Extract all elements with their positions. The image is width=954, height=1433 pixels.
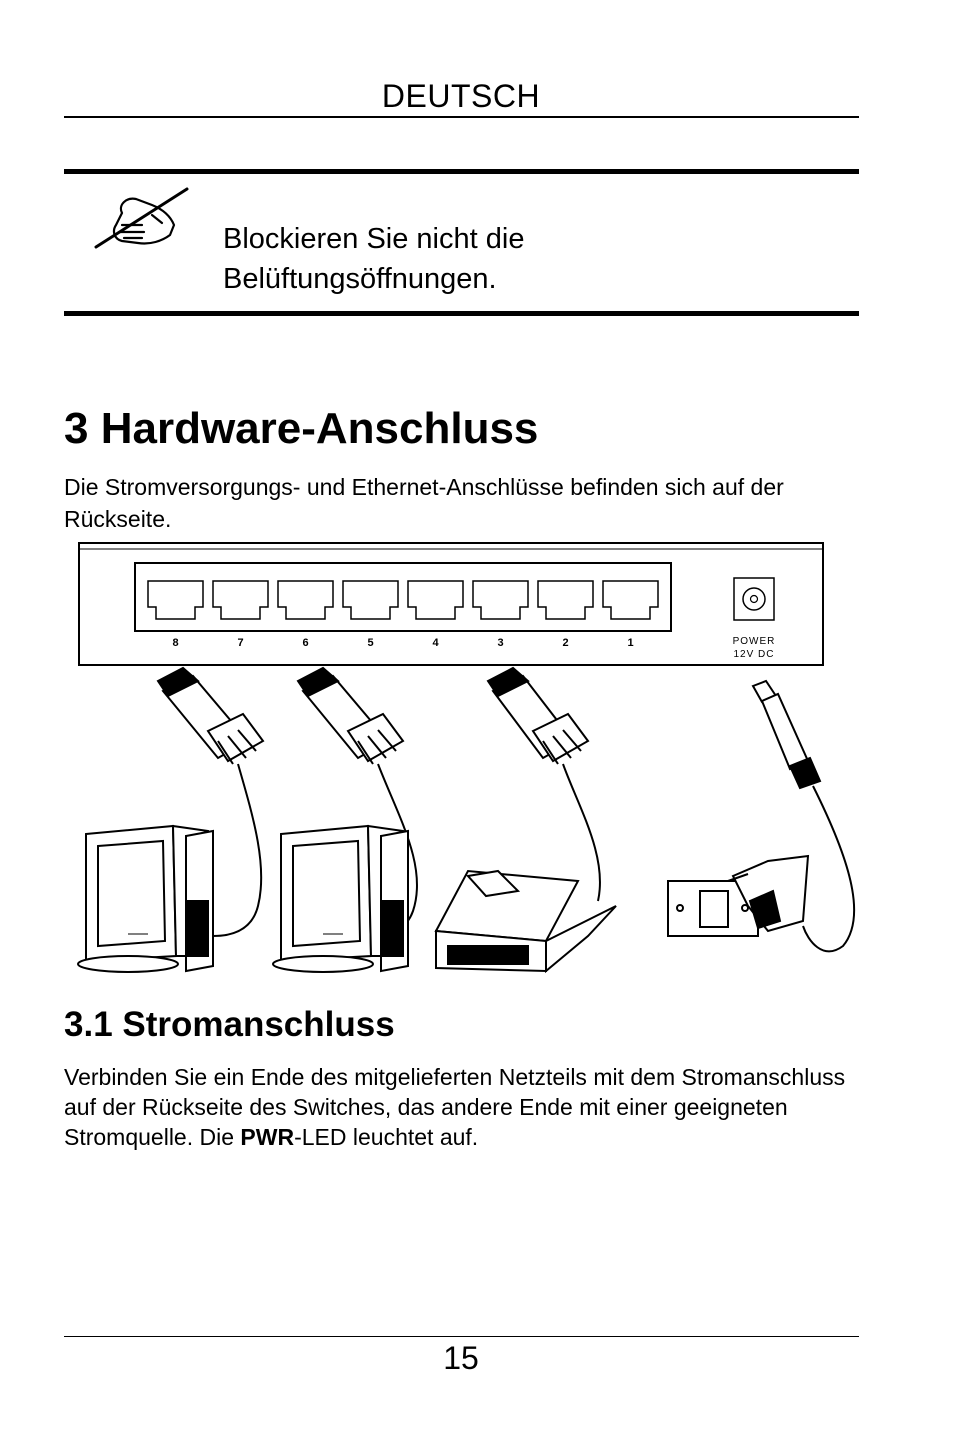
body-text-end: -LED leuchtet auf. bbox=[294, 1124, 479, 1150]
section-intro: Die Stromversorgungs- und Ethernet-Anschlüsse befinden sich auf der Rückseite. bbox=[64, 474, 784, 532]
port-number-label: 5 bbox=[367, 637, 374, 649]
port-number-label: 6 bbox=[302, 637, 309, 649]
footer-rule bbox=[64, 1336, 859, 1337]
ethernet-port bbox=[473, 581, 528, 619]
port-number-label: 8 bbox=[172, 637, 179, 649]
section-title: 3 Hardware-Anschluss bbox=[64, 404, 539, 453]
page-number: 15 bbox=[443, 1340, 479, 1376]
ethernet-port bbox=[538, 581, 593, 619]
note-text bbox=[223, 219, 823, 299]
ethernet-port bbox=[148, 581, 203, 619]
ethernet-port bbox=[343, 581, 398, 619]
note-bottom-rule bbox=[64, 311, 859, 316]
rj45-plug-1 bbox=[158, 668, 263, 764]
note-line-2: Belüftungsöffnungen. bbox=[223, 263, 497, 295]
body-text-start: Verbinden Sie ein Ende des mitgelieferten Netzteils mit dem Stromanschluss auf der Rückseite des Switches, das andere Ende mit einer geeigneten Stromquelle. Die bbox=[64, 1064, 846, 1150]
ethernet-port bbox=[408, 581, 463, 619]
header-rule bbox=[64, 116, 859, 118]
computer-1 bbox=[78, 826, 213, 972]
port-number-label: 2 bbox=[562, 637, 569, 649]
pwr-label: PWR bbox=[240, 1124, 295, 1150]
subsection-title: 3.1 Stromanschluss bbox=[64, 1005, 395, 1044]
ethernet-port bbox=[213, 581, 268, 619]
port-number-label: 3 bbox=[497, 637, 504, 649]
port-number-label: 7 bbox=[237, 637, 244, 649]
ethernet-port bbox=[603, 581, 658, 619]
power-label-1: POWER bbox=[732, 636, 776, 647]
rj45-plug-3 bbox=[488, 668, 588, 764]
printer bbox=[436, 871, 616, 971]
note-top-rule bbox=[64, 169, 859, 174]
power-label-2: 12V DC bbox=[733, 649, 775, 660]
hardware-connection-diagram bbox=[68, 536, 858, 976]
switch-rear-panel bbox=[79, 543, 823, 665]
port-number-label: 1 bbox=[627, 637, 634, 649]
header-language: DEUTSCH bbox=[381, 78, 541, 114]
pen-hand-icon bbox=[92, 185, 192, 255]
computer-2 bbox=[273, 826, 408, 972]
ethernet-port bbox=[278, 581, 333, 619]
rj45-plug-2 bbox=[298, 668, 403, 764]
port-number-label: 4 bbox=[432, 637, 439, 649]
subsection-body bbox=[64, 1062, 864, 1152]
note-line-1: Blockieren Sie nicht die bbox=[223, 223, 525, 255]
